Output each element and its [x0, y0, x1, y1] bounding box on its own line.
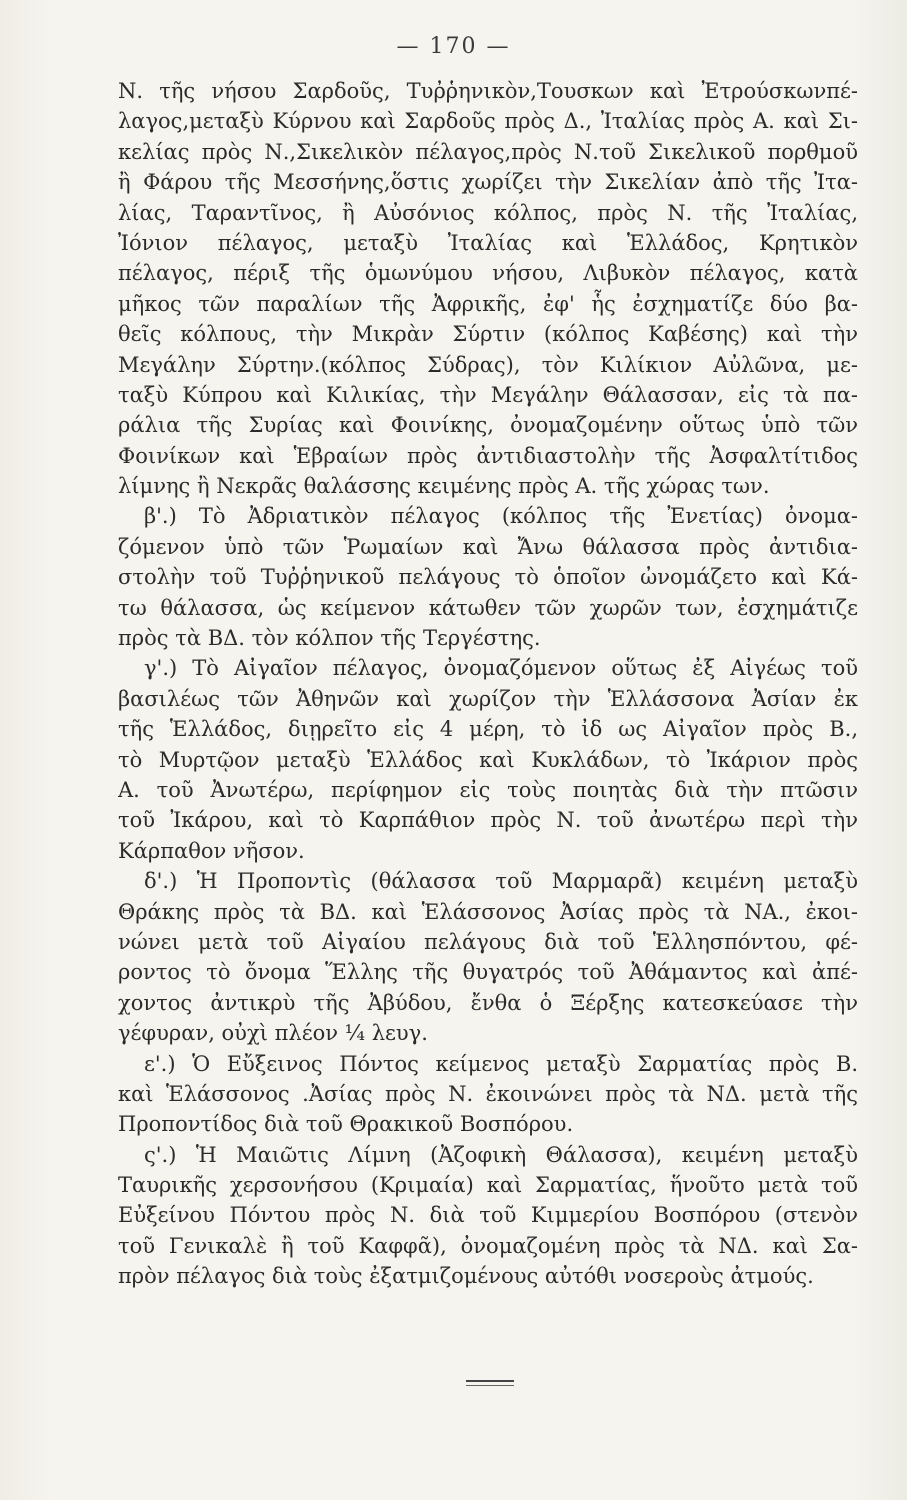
section-end-rule-secondary — [466, 1385, 514, 1386]
text-line: Προποντίδος διὰ τοῦ Θρακικοῦ Βοσπόρου. — [118, 1112, 574, 1137]
paragraph-start-line: ε'.) Ὁ Εὔξεινος Πόντος κείμενος μεταξὺ Σαρματίας πρὸς Β. — [144, 1051, 858, 1076]
text-line: Ἰόνιον πέλαγος, μεταξὺ Ἰταλίας καὶ Ἑλλάδος, Κρητικὸν — [118, 230, 858, 255]
text-line: νώνει μετὰ τοῦ Αἰγαίου πελάγους διὰ τοῦ Ἑλλησπόντου, φέ- — [118, 929, 858, 954]
text-line: κελίας πρὸς Ν.,Σικελικὸν πέλαγος,πρὸς Ν.τοῦ Σικελικοῦ πορθμοῦ — [118, 139, 858, 164]
text-line: λαγος,μεταξὺ Κύρνου καὶ Σαρδοῦς πρὸς Δ., Ἰταλίας πρὸς Α. καὶ Σι- — [118, 109, 858, 134]
text-line: λίμνης ἢ Νεκρᾶς θαλάσσης κειμένης πρὸς Α. τῆς χώρας των. — [118, 474, 770, 499]
text-line: ζόμενον ὑπὸ τῶν Ῥωμαίων καὶ Ἄνω θάλασσα πρὸς ἀντιδια- — [118, 534, 858, 559]
text-line: ροντος τὸ ὄνομα Ἕλλης τῆς θυγατρός τοῦ Ἀθάμαντος καὶ ἀπέ- — [118, 960, 858, 985]
text-line: καὶ Ἑλάσσονος .Ἀσίας πρὸς Ν. ἐκοινώνει πρὸς τὰ ΝΔ. μετὰ τῆς — [118, 1081, 858, 1106]
text-line: βασιλέως τῶν Ἀθηνῶν καὶ χωρίζον τὴν Ἑλλάσσονα Ἀσίαν ἐκ — [118, 686, 858, 711]
paragraph-start-line: ς'.) Ἡ Μαιῶτις Λίμνη (Ἀζοφικὴ Θάλασσα), κειμένη μεταξὺ — [144, 1142, 858, 1167]
text-line: στολὴν τοῦ Τυῤῥηνικοῦ πελάγους τὸ ὁποῖον ὠνομάζετο καὶ Κά- — [118, 565, 858, 590]
text-line: τὸ Μυρτῷον μεταξὺ Ἑλλάδος καὶ Κυκλάδων, τὸ Ἰκάριον πρὸς — [118, 747, 858, 772]
text-line: Φοινίκων καὶ Ἑβραίων πρὸς ἀντιδιαστολὴν τῆς Ἀσφαλτίτιδος — [118, 443, 858, 468]
text-line: τοῦ Γενικαλὲ ἢ τοῦ Καφφᾶ), ὀνομαζομένη πρὸς τὰ ΝΔ. καὶ Σα- — [118, 1233, 858, 1258]
text-line: ταξὺ Κύπρου καὶ Κιλικίας, τὴν Μεγάλην Θάλασσαν, εἰς τὰ πα- — [118, 382, 858, 407]
text-line: πρὸν πέλαγος διὰ τοὺς ἐξατμιζομένους αὐτόθι νοσεροὺς ἀτμούς. — [118, 1264, 814, 1289]
text-line: ἢ Φάρου τῆς Μεσσήνης,ὅστις χωρίζει τὴν Σικελίαν ἀπὸ τῆς Ἰτα- — [118, 170, 858, 195]
page-number: — 170 — — [396, 34, 511, 59]
text-line: χοντος ἀντικρὺ τῆς Ἀβύδου, ἔνθα ὁ Ξέρξης κατεσκεύασε τὴν — [118, 990, 858, 1015]
text-line: πέλαγος, πέριξ τῆς ὁμωνύμου νήσου, Λιβυκὸν πέλαγος, κατὰ — [118, 261, 858, 286]
text-line: θεῖς κόλπους, τὴν Μικρὰν Σύρτιν (κόλπος Καβέσης) καὶ τὴν — [118, 322, 858, 347]
text-line: τῆς Ἑλλάδος, διῃρεῖτο εἰς 4 μέρη, τὸ ἰδ ως Αἰγαῖον πρὸς Β., — [118, 717, 858, 742]
text-line: Ταυρικῆς χερσονήσου (Κριμαία) καὶ Σαρματίας, ἥνοῦτο μετὰ τοῦ — [118, 1173, 858, 1198]
text-line: τω θάλασσα, ὡς κείμενον κάτωθεν τῶν χωρῶν των, ἐσχημάτιζε — [118, 595, 858, 620]
text-line: Εὐξείνου Πόντου πρὸς Ν. διὰ τοῦ Κιμμερίου Βοσπόρου (στενὸν — [118, 1203, 858, 1228]
text-line: λίας, Ταραντῖνος, ἢ Αὐσόνιος κόλπος, πρὸς Ν. τῆς Ἰταλίας, — [118, 200, 858, 225]
text-line: Μεγάλην Σύρτην.(κόλπος Σύδρας), τὸν Κιλίκιον Αὐλῶνα, με- — [118, 352, 858, 377]
paragraph-start-line: β'.) Τὸ Ἀδριατικὸν πέλαγος (κόλπος τῆς Ἐνετίας) ὀνομα- — [144, 504, 858, 529]
section-end-rule — [466, 1380, 514, 1382]
text-line: μῆκος τῶν παραλίων τῆς Ἀφρικῆς, ἐφ' ἧς ἐσχηματίζε δύο βα- — [118, 291, 858, 316]
text-line: ράλια τῆς Συρίας καὶ Φοινίκης, ὀνομαζομένην οὕτως ὑπὸ τῶν — [118, 413, 858, 438]
text-line: Θράκης πρὸς τὰ ΒΔ. καὶ Ἑλάσσονος Ἀσίας πρὸς τὰ ΝΑ., ἐκοι- — [118, 899, 858, 924]
paragraph-start-line: δ'.) Ἡ Προποντὶς (θάλασσα τοῦ Μαρμαρᾶ) κειμένη μεταξὺ — [144, 869, 858, 894]
body-text — [118, 76, 858, 1292]
text-line: τοῦ Ἰκάρου, καὶ τὸ Καρπάθιον πρὸς Ν. τοῦ ἀνωτέρω περὶ τὴν — [118, 808, 858, 833]
text-line: Ν. τῆς νήσου Σαρδοῦς, Τυῤῥηνικὸν,Τουσκων καὶ Ἐτρούσκωνπέ- — [118, 79, 858, 103]
text-line: Α. τοῦ Ἀνωτέρω, περίφημον εἰς τοὺς ποιητὰς διὰ τὴν πτῶσιν — [118, 777, 858, 802]
text-line: πρὸς τὰ ΒΔ. τὸν κόλπον τῆς Τεργέστης. — [118, 626, 541, 651]
text-line: γέφυραν, οὐχὶ πλέον ¼ λευγ. — [118, 1021, 428, 1046]
paragraph-start-line: γ'.) Τὸ Αἰγαῖον πέλαγος, ὀνομαζόμενον οὕτως ἐξ Αἰγέως τοῦ — [144, 656, 858, 681]
text-line: Κάρπαθον νῆσον. — [118, 838, 305, 863]
